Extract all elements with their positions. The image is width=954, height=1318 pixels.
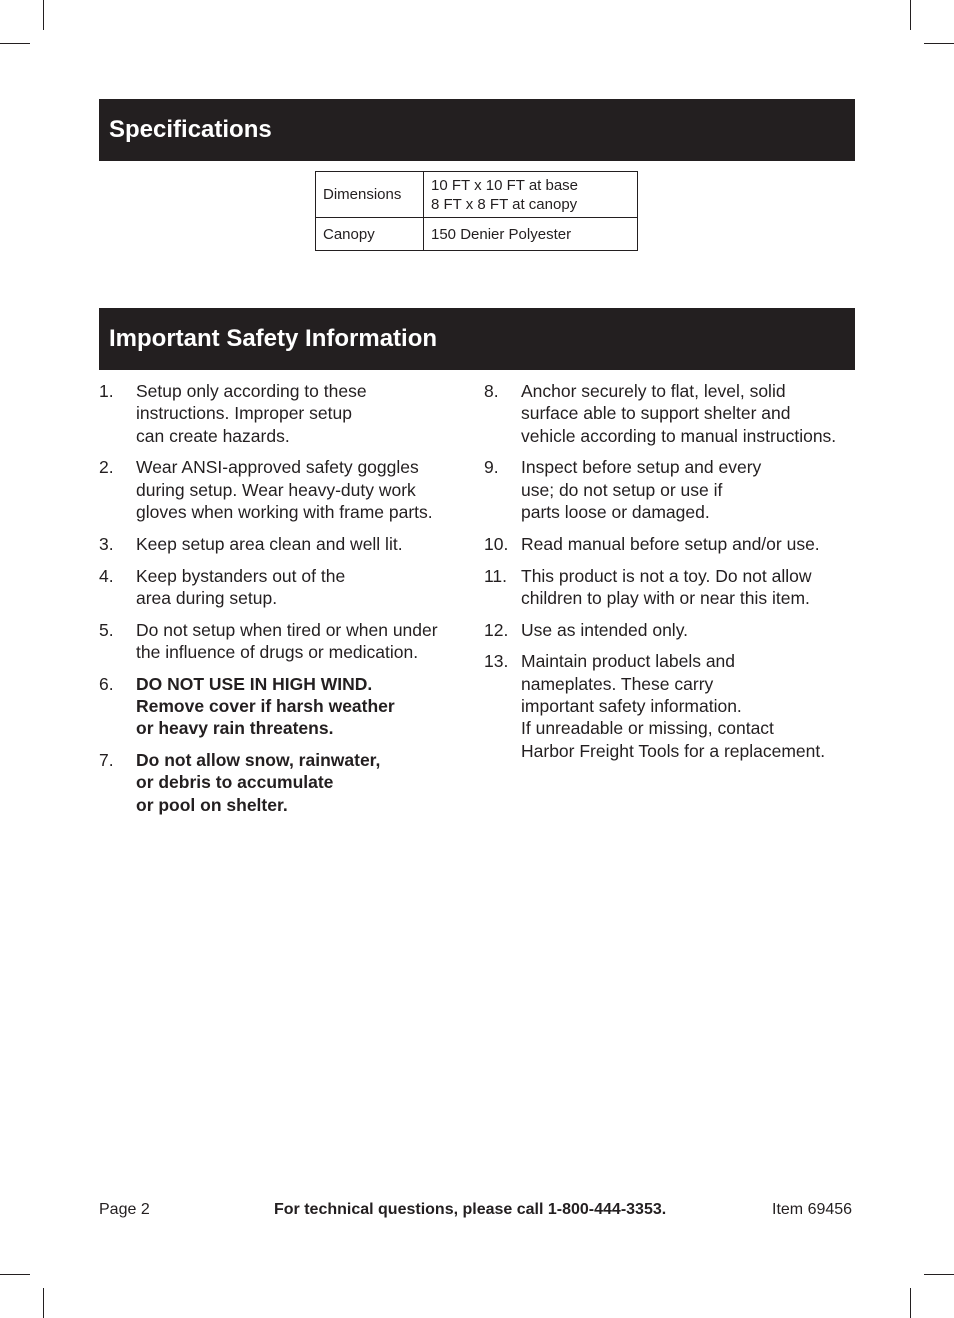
item-line: or debris to accumulate	[136, 772, 334, 793]
item-number: 13.	[484, 651, 509, 672]
item-text	[136, 749, 469, 816]
list-item	[484, 619, 864, 641]
item-line: gloves when working with frame parts.	[136, 501, 433, 522]
item-text	[521, 533, 864, 555]
item-text	[521, 619, 864, 641]
list-item	[99, 533, 469, 555]
item-text	[136, 533, 469, 555]
item-line: Maintain product labels and	[521, 651, 736, 672]
item-line: Setup only according to these	[136, 381, 367, 401]
item-line: DO NOT USE IN HIGH WIND.	[136, 673, 373, 694]
list-item	[484, 456, 864, 523]
list-item	[99, 380, 469, 447]
item-line: Read manual before setup and/or use.	[521, 533, 820, 554]
item-line: surface able to support shelter and	[521, 403, 791, 424]
item-text	[136, 673, 469, 740]
item-text	[521, 565, 864, 610]
spec-value-line: 150 Denier Polyester	[431, 225, 572, 243]
spec-label: Dimensions	[316, 172, 424, 218]
item-text	[136, 380, 469, 447]
item-line: the influence of drugs or medication.	[136, 641, 419, 662]
item-text	[521, 650, 864, 761]
item-line: can create hazards.	[136, 425, 290, 446]
item-text	[136, 619, 469, 664]
spec-value	[424, 172, 638, 218]
list-item	[484, 650, 864, 761]
item-text	[136, 565, 469, 610]
spec-value-line: 10 FT x 10 FT at base	[431, 176, 579, 194]
item-line: Wear ANSI-approved safety goggles	[136, 457, 419, 478]
item-line: Use as intended only.	[521, 619, 689, 640]
item-line: or heavy rain threatens.	[136, 718, 334, 739]
item-line: nameplates. These carry	[521, 673, 714, 694]
item-line: or pool on shelter.	[136, 794, 288, 815]
crop-mark	[924, 43, 954, 44]
item-line: parts loose or damaged.	[521, 501, 710, 522]
item-number: 11.	[484, 565, 508, 586]
spec-value	[424, 218, 638, 251]
item-number: 1.	[99, 381, 114, 401]
item-line: Do not setup when tired or when under	[136, 619, 438, 640]
item-line: instructions. Improper setup	[136, 403, 352, 424]
item-line: Do not allow snow, rainwater,	[136, 750, 381, 771]
item-number: 9.	[484, 457, 499, 478]
item-line: important safety information.	[521, 696, 742, 717]
item-line: use; do not setup or use if	[521, 479, 723, 500]
crop-mark	[910, 0, 911, 30]
item-line: Anchor securely to flat, level, solid	[521, 381, 786, 401]
safety-list-right	[484, 380, 864, 771]
item-line: Keep bystanders out of the	[136, 565, 346, 586]
list-item	[484, 533, 864, 555]
item-number: 3.	[99, 533, 114, 554]
technical-questions-note: For technical questions, please call 1-800-444-3353.	[274, 1201, 667, 1218]
safety-list-left	[99, 380, 469, 826]
list-item	[99, 565, 469, 610]
list-item	[99, 673, 469, 740]
item-line: Keep setup area clean and well lit.	[136, 533, 403, 554]
table-row	[316, 218, 638, 251]
item-line: during setup. Wear heavy-duty work	[136, 479, 416, 500]
list-item	[99, 619, 469, 664]
item-text	[136, 456, 469, 523]
list-item	[484, 565, 864, 610]
item-text	[521, 380, 864, 447]
item-number: 10.	[484, 533, 509, 554]
item-line: area during setup.	[136, 587, 278, 608]
crop-mark	[924, 1274, 954, 1275]
item-line: vehicle according to manual instructions.	[521, 425, 837, 446]
item-number: 2.	[99, 457, 114, 478]
specifications-table	[315, 171, 638, 251]
crop-mark	[0, 1274, 30, 1275]
item-number: 7.	[99, 750, 114, 771]
spec-label: Canopy	[316, 218, 424, 251]
crop-mark	[43, 0, 44, 30]
item-line: children to play with or near this item.	[521, 587, 810, 608]
crop-mark	[910, 1288, 911, 1318]
safety-heading: Important Safety Information	[99, 308, 855, 370]
crop-mark	[43, 1288, 44, 1318]
item-number: 5.	[99, 619, 114, 640]
item-number: 8.	[484, 381, 499, 401]
page-number: Page 2	[99, 1201, 150, 1218]
spec-value-line: 8 FT x 8 FT at canopy	[431, 195, 578, 213]
item-text	[521, 456, 864, 523]
item-line: This product is not a toy. Do not allow	[521, 565, 812, 586]
specifications-heading: Specifications	[99, 99, 855, 161]
item-number: 12.	[484, 619, 509, 640]
item-line: Inspect before setup and every	[521, 457, 762, 478]
table-row	[316, 172, 638, 218]
item-number: 4.	[99, 565, 114, 586]
item-number: 6.	[99, 673, 114, 694]
item-line: Remove cover if harsh weather	[136, 696, 395, 717]
item-line: Harbor Freight Tools for a replacement.	[521, 740, 826, 761]
item-number-label: Item 69456	[772, 1201, 853, 1218]
list-item	[99, 749, 469, 816]
list-item	[99, 456, 469, 523]
item-line: If unreadable or missing, contact	[521, 718, 774, 739]
list-item	[484, 380, 864, 447]
crop-mark	[0, 43, 30, 44]
